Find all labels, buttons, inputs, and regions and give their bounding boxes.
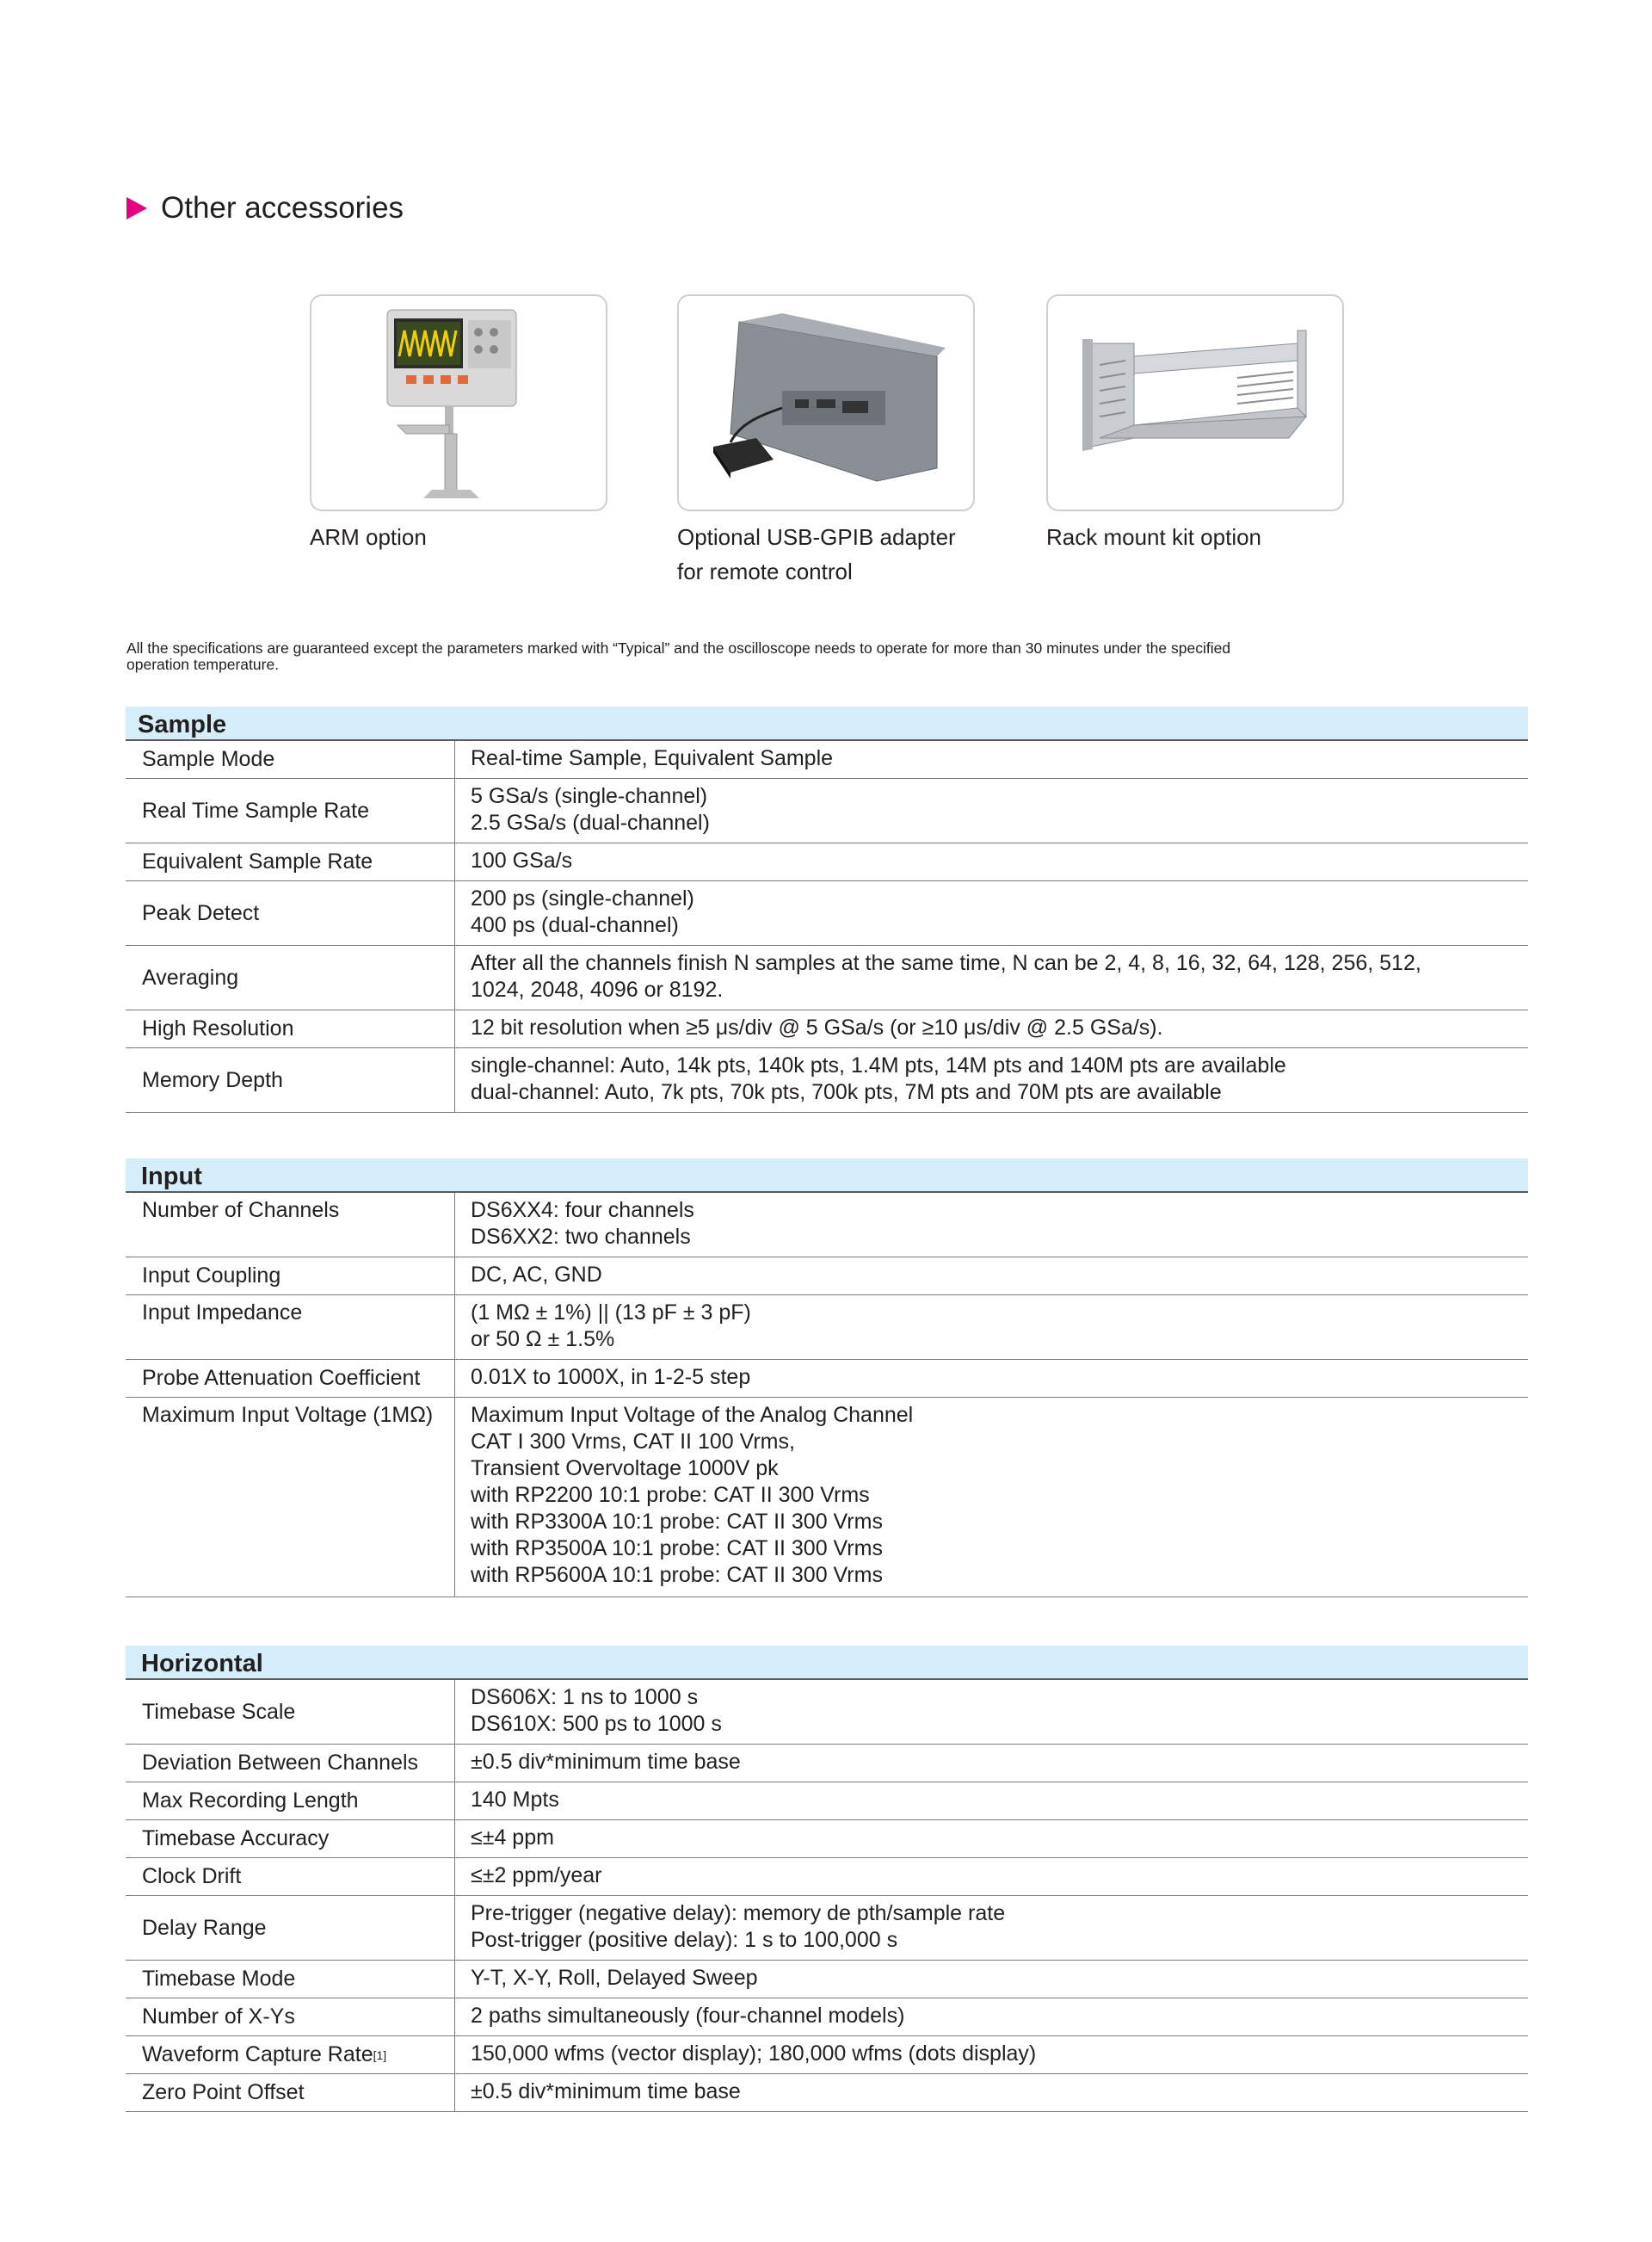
table-row — [126, 1257, 1528, 1295]
accessory-arm — [310, 294, 607, 554]
table-row — [126, 1820, 1528, 1858]
spec-label: Sample Mode — [126, 741, 455, 778]
value-line: DS610X: 500 ps to 1000 s — [471, 1712, 722, 1736]
value-line: Transient Overvoltage 1000V pk — [471, 1456, 779, 1480]
spec-value — [455, 1745, 1528, 1782]
spec-value — [455, 1896, 1528, 1960]
accessory-usb-gpib — [677, 294, 975, 589]
table-row — [126, 881, 1528, 946]
spec-value — [455, 881, 1528, 945]
spec-value — [455, 2036, 1528, 2073]
horizontal-table-title: Horizontal — [126, 1646, 1528, 1680]
value-line: ≤±2 ppm/year — [471, 1863, 602, 1887]
value-line: Post-trigger (positive delay): 1 s to 100,000 s — [471, 1928, 898, 1952]
value-line: ±0.5 div*minimum time base — [471, 1750, 741, 1774]
spec-label: Averaging — [126, 946, 455, 1010]
spec-label: Waveform Capture Rate [1] — [126, 2036, 455, 2073]
spec-label: Clock Drift — [126, 1858, 455, 1895]
table-row — [126, 1010, 1528, 1048]
arm-oscilloscope-icon — [311, 296, 606, 510]
value-line: 1024, 2048, 4096 or 8192. — [471, 978, 724, 1002]
spec-label: Zero Point Offset — [126, 2074, 455, 2111]
value-line: (1 MΩ ± 1%) || (13 pF ± 3 pF) — [471, 1300, 751, 1325]
horizontal-spec-table — [126, 1646, 1528, 2112]
spec-value — [455, 946, 1528, 1010]
spec-value — [455, 1360, 1528, 1397]
usb-gpib-caption — [677, 520, 975, 589]
value-line: 5 GSa/s (single-channel) — [471, 784, 708, 808]
value-line: single-channel: Auto, 14k pts, 140k pts, 1.4M pts, 14M pts and 140M pts are available — [471, 1053, 1286, 1078]
spec-value — [455, 1048, 1528, 1112]
value-line: 100 GSa/s — [471, 849, 573, 873]
table-row — [126, 741, 1528, 779]
caption-line: Rack mount kit option — [1046, 524, 1262, 550]
spec-value — [455, 1010, 1528, 1047]
value-line: 2.5 GSa/s (dual-channel) — [471, 811, 710, 835]
spec-label: Max Recording Length — [126, 1782, 455, 1819]
value-line: ≤±4 ppm — [471, 1825, 554, 1850]
spec-label: Probe Attenuation Coefficient — [126, 1360, 455, 1397]
spec-value — [455, 741, 1528, 778]
table-row — [126, 2074, 1528, 2112]
spec-label: Memory Depth — [126, 1048, 455, 1112]
spec-value — [455, 1961, 1528, 1998]
table-row — [126, 1961, 1528, 1998]
value-line: DS6XX2: two channels — [471, 1225, 691, 1249]
value-line: DS6XX4: four channels — [471, 1198, 694, 1222]
value-line: After all the channels finish N samples at the same time, N can be 2, 4, 8, 16, 32, 64, 128, 256, 512, — [471, 951, 1421, 975]
spec-label-text: Waveform Capture Rate — [142, 2042, 373, 2066]
pink-arrow-icon — [126, 197, 147, 219]
value-line: 12 bit resolution when ≥5 μs/div @ 5 GSa/s (or ≥10 μs/div @ 2.5 GSa/s). — [471, 1016, 1163, 1040]
arm-option-photo — [310, 294, 607, 511]
value-line: DC, AC, GND — [471, 1263, 602, 1287]
spec-value — [455, 1998, 1528, 2035]
table-row — [126, 1360, 1528, 1398]
table-row — [126, 1745, 1528, 1782]
table-row — [126, 1295, 1528, 1360]
accessories-heading-text: Other accessories — [161, 191, 404, 225]
table-row — [126, 779, 1528, 843]
rack-mount-photo — [1046, 294, 1344, 511]
sample-table-title: Sample — [126, 707, 1528, 741]
spec-value — [455, 1680, 1528, 1744]
spec-label: Number of X-Ys — [126, 1998, 455, 2035]
caption-line: for remote control — [677, 559, 853, 584]
spec-value — [455, 2074, 1528, 2111]
table-row — [126, 1398, 1528, 1597]
arm-option-caption — [310, 520, 607, 554]
spec-value — [455, 1398, 1528, 1597]
value-line: Real-time Sample, Equivalent Sample — [471, 746, 834, 770]
value-line: with RP3500A 10:1 probe: CAT II 300 Vrms — [471, 1536, 883, 1560]
value-line: Maximum Input Voltage of the Analog Channel — [471, 1403, 914, 1427]
caption-line: Optional USB-GPIB adapter — [677, 524, 956, 550]
value-line: 400 ps (dual-channel) — [471, 913, 679, 937]
value-line: or 50 Ω ± 1.5% — [471, 1327, 615, 1351]
value-line: CAT I 300 Vrms, CAT II 100 Vrms, — [471, 1430, 795, 1454]
spec-value — [455, 1858, 1528, 1895]
spec-label: Equivalent Sample Rate — [126, 843, 455, 880]
value-line: 2 paths simultaneously (four-channel models) — [471, 2004, 905, 2028]
rack-mount-icon — [1048, 296, 1342, 510]
spec-label: Timebase Scale — [126, 1680, 455, 1744]
table-row — [126, 1193, 1528, 1257]
spec-value — [455, 1782, 1528, 1819]
spec-label: Delay Range — [126, 1896, 455, 1960]
value-line: 140 Mpts — [471, 1788, 559, 1812]
spec-value — [455, 1820, 1528, 1857]
table-row — [126, 1858, 1528, 1896]
value-line: with RP2200 10:1 probe: CAT II 300 Vrms — [471, 1483, 870, 1507]
caption-line: ARM option — [310, 524, 427, 550]
spec-label: Peak Detect — [126, 881, 455, 945]
spec-label: Timebase Mode — [126, 1961, 455, 1998]
spec-value — [455, 1257, 1528, 1294]
input-spec-table — [126, 1158, 1528, 1597]
value-line: with RP3300A 10:1 probe: CAT II 300 Vrms — [471, 1510, 883, 1534]
table-row — [126, 1998, 1528, 2036]
spec-label: Timebase Accuracy — [126, 1820, 455, 1857]
value-line: Y-T, X-Y, Roll, Delayed Sweep — [471, 1966, 758, 1990]
spec-value — [455, 1193, 1528, 1257]
spec-value — [455, 843, 1528, 880]
table-row — [126, 2036, 1528, 2074]
value-line: 200 ps (single-channel) — [471, 886, 694, 911]
specifications-disclaimer: All the specifications are guaranteed except the parameters marked with “Typical” and the oscilloscope needs to operate for more than 30 minutes under the specified operation temperature. — [126, 639, 1231, 673]
spec-label: High Resolution — [126, 1010, 455, 1047]
table-row — [126, 1896, 1528, 1961]
spec-label: Maximum Input Voltage (1MΩ) — [126, 1398, 455, 1597]
value-line: Pre-trigger (negative delay): memory de pth/sample rate — [471, 1901, 1006, 1925]
value-line: with RP5600A 10:1 probe: CAT II 300 Vrms — [471, 1563, 883, 1587]
spec-label: Deviation Between Channels — [126, 1745, 455, 1782]
value-line: ±0.5 div*minimum time base — [471, 2079, 741, 2103]
table-row — [126, 1048, 1528, 1113]
table-row — [126, 946, 1528, 1010]
rack-mount-caption — [1046, 520, 1344, 554]
value-line: DS606X: 1 ns to 1000 s — [471, 1685, 699, 1709]
spec-value — [455, 779, 1528, 843]
spec-label: Number of Channels — [126, 1193, 455, 1257]
table-row — [126, 843, 1528, 881]
accessories-heading — [126, 191, 404, 225]
table-row — [126, 1680, 1528, 1745]
spec-value — [455, 1295, 1528, 1359]
value-line: dual-channel: Auto, 7k pts, 70k pts, 700k pts, 7M pts and 70M pts are available — [471, 1080, 1222, 1104]
spec-label: Real Time Sample Rate — [126, 779, 455, 843]
sample-spec-table — [126, 707, 1528, 1113]
input-table-title: Input — [126, 1158, 1528, 1193]
table-row — [126, 1782, 1528, 1820]
value-line: 0.01X to 1000X, in 1-2-5 step — [471, 1365, 751, 1389]
spec-label: Input Impedance — [126, 1295, 455, 1359]
accessory-rack-mount — [1046, 294, 1344, 554]
usb-gpib-adapter-photo — [677, 294, 975, 511]
spec-label: Input Coupling — [126, 1257, 455, 1294]
value-line: 150,000 wfms (vector display); 180,000 wfms (dots display) — [471, 2041, 1037, 2066]
usb-gpib-adapter-icon — [679, 296, 973, 510]
